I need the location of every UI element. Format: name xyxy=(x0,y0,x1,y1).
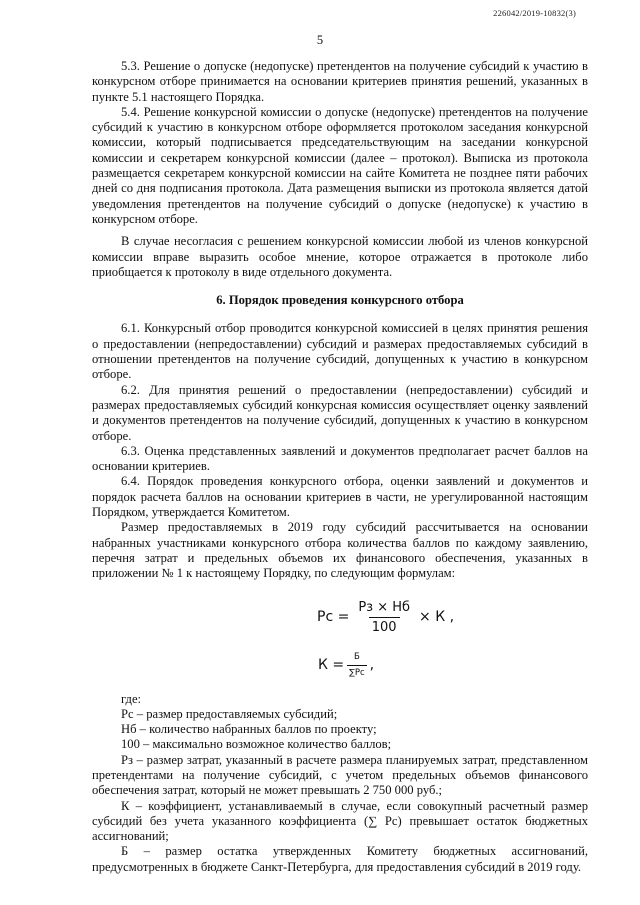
formula-rs-lhs: Рс = xyxy=(317,608,350,625)
paragraph-6-1: 6.1. Конкурсный отбор проводится конкурсной комиссией в целях принятия решения о предоставлении (непредоставлении) субсидий и размерах предоставляемых субсидий в отношении претендентов на получение субсидий, допущенных к участию в конкурсном отборе. xyxy=(92,321,588,382)
definition-b: Б – размер остатка утвержденных Комитету бюджетных ассигнований, предусмотренных в бюджете Санкт-Петербурга, для предоставления субсидий в 2019 году. xyxy=(92,844,588,874)
paragraph-6-2: 6.2. Для принятия решений о предоставлении (непредоставлении) субсидий и размерах предоставляемых субсидий конкурсная комиссия осуществляет оценку заявлений и документов претендентов на получение субсидий, допущенных к участию в конкурсном отборе. xyxy=(92,382,588,443)
definition-rs: Рс – размер предоставляемых субсидий; xyxy=(121,706,338,721)
paragraph-dissent: В случае несогласия с решением конкурсной комиссии любой из членов конкурсной комиссии вправе выразить особое мнение, которое отражается в протоколе либо приобщается к протоколу в виде отдельного документа. xyxy=(92,234,588,279)
definition-k: К – коэффициент, устанавливаемый в случае, если совокупный расчетный размер субсидий без учета указанного коэффициента (∑ Рс) превышает остаток бюджетных ассигнований; xyxy=(92,798,588,844)
page-number: 5 xyxy=(316,33,324,47)
formula-k-tail: , xyxy=(369,656,375,673)
formula-k-lhs: К = xyxy=(318,656,345,673)
formula-k xyxy=(318,650,374,682)
formula-rs-tail: × К , xyxy=(419,608,455,625)
formula-rs-denominator: 100 xyxy=(369,617,400,635)
formula-k-denominator: ∑Рс xyxy=(347,665,367,681)
formula-rs xyxy=(317,600,454,636)
definition-rz: Рз – размер затрат, указанный в расчете размера планируемых затрат, представленном претендентами на получение субсидий, с учетом предельных объемов финансового обеспечения затрат, который не может превышать 2 750 000 руб.; xyxy=(92,752,588,798)
paragraph-6-3: 6.3. Оценка представленных заявлений и документов предполагает расчет баллов на основании критериев. xyxy=(92,443,588,474)
document-number: 226042/2019-10832(3) xyxy=(493,8,576,18)
section-6-heading: 6. Порядок проведения конкурсного отбора xyxy=(216,293,464,308)
formula-block xyxy=(92,590,588,688)
document-body xyxy=(92,59,588,875)
formula-rs-numerator: Рз × Нб xyxy=(358,599,411,615)
definitions-intro: где: xyxy=(121,691,142,706)
formula-k-fraction xyxy=(347,650,367,682)
paragraph-5-3: 5.3. Решение о допуске (недопуске) претендентов на получение субсидий к участию в конкурсном отборе принимается на основании критериев принятия решений, указанных в пункте 5.1 настоящего Порядка. xyxy=(92,59,588,104)
definition-nb: Нб – количество набранных баллов по проекту; xyxy=(121,722,377,737)
formula-k-numerator: Б xyxy=(353,651,360,662)
formula-rs-fraction xyxy=(355,600,413,636)
paragraph-5-4: 5.4. Решение конкурсной комиссии о допуске (недопуске) претендентов на получение субсидий к участию в конкурсном отборе оформляется протоколом заседания конкурсной комиссии, который подписывается председательствующим на заседании конкурсной комиссии и секретарем конкурсной комиссии (далее – протокол). Выписка из протокола размещается секретарем конкурсной комиссии на сайте Комитета не позднее пяти рабочих дней со дня подписания протокола. Дата размещения выписки из протокола является датой уведомления претендентов на получение субсидий о допуске (недопуске) к участию в конкурсном отборе. xyxy=(92,104,588,226)
definition-100: 100 – максимально возможное количество баллов; xyxy=(121,737,392,752)
paragraph-subsidy-size: Размер предоставляемых в 2019 году субсидий рассчитывается на основании набранных участниками конкурсного отбора количества баллов по каждому заявлению, перечня затрат и предельных объемов их финансового обеспечения, указанных в приложении № 1 к настоящему Порядку, по следующим формулам: xyxy=(92,520,588,581)
paragraph-6-4: 6.4. Порядок проведения конкурсного отбора, оценки заявлений и документов и порядок расчета баллов на основании критериев в части, не урегулированной настоящим Порядком, утверждается Комитетом. xyxy=(92,474,588,520)
